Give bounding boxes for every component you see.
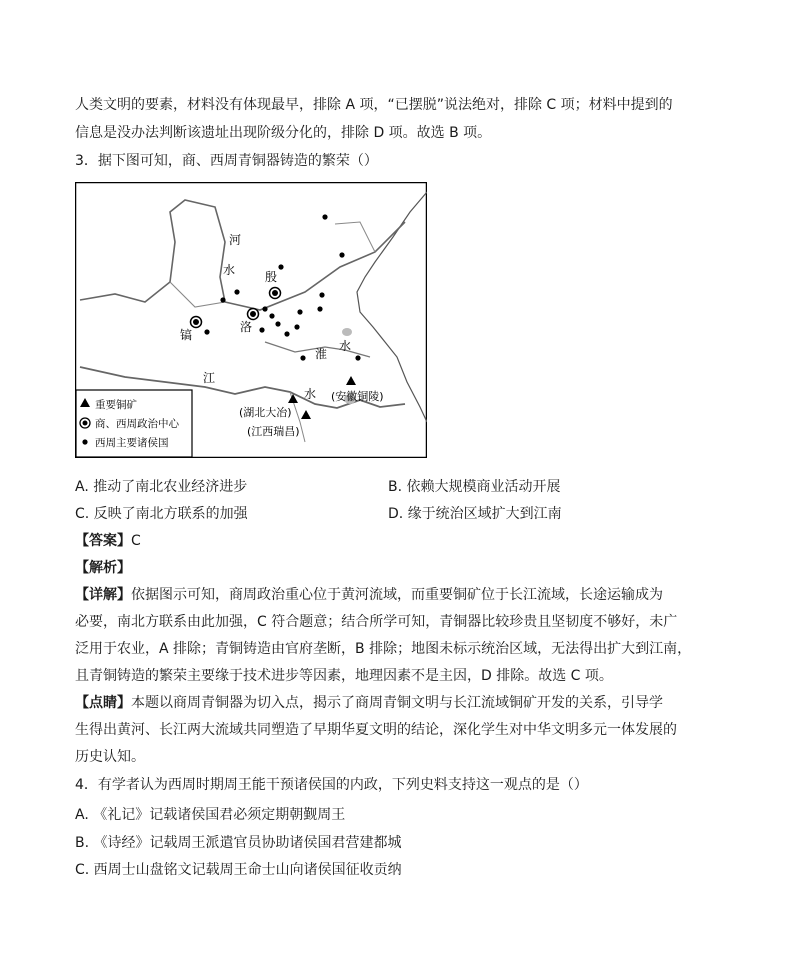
state-dot — [319, 292, 324, 297]
bronze-map — [75, 182, 427, 458]
paragraph-line-2: 信息是没办法判断该遗址出现阶级分化的，排除 D 项。故选 B 项。 — [75, 125, 492, 141]
answer-line — [75, 532, 141, 550]
state-dot — [204, 329, 209, 334]
detail-line-1 — [75, 586, 663, 604]
state-dot — [339, 252, 344, 257]
mine-label-hubei: (湖北大冶) — [239, 406, 292, 419]
state-dot — [269, 313, 274, 318]
option-3b[interactable]: B. 依赖大规模商业活动开展 — [388, 479, 561, 495]
state-dot — [355, 355, 360, 360]
analysis-label: 【解析】 — [75, 560, 131, 576]
mine-label-jiangxi: (江西瑞昌) — [247, 425, 300, 438]
center-luo-dot — [250, 311, 256, 317]
city-label-yin: 殷 — [265, 270, 278, 284]
option-3d[interactable]: D. 缘于统治区域扩大到江南 — [388, 506, 562, 522]
comment-line-1 — [75, 694, 663, 712]
lake-1 — [342, 328, 352, 336]
legend-state-label: 西周主要诸侯国 — [95, 437, 169, 449]
legend-center-label: 商、西周政治中心 — [95, 418, 179, 430]
city-label-hao: 镐 — [180, 328, 193, 342]
detail-label: 【详解】 — [75, 587, 131, 603]
detail-line-2: 必要，南北方联系由此加强，C 符合题意；结合所学可知，青铜器比较珍贵且坚韧度不够好，未广 — [75, 614, 678, 630]
answer-label: 【答案】 — [75, 533, 131, 549]
state-dot — [262, 306, 267, 311]
legend-state-icon — [82, 439, 87, 444]
comment-line-2: 生得出黄河、长江两大流域共同塑造了早期华夏文明的结论，深化学生对中华文明多元一体发展的 — [75, 722, 677, 738]
question-4-stem: 4．有学者认为西周时期周王能干预诸侯国的内政，下列史料支持这一观点的是（） — [75, 777, 588, 793]
legend-center-dot — [83, 421, 88, 426]
state-dot — [300, 355, 305, 360]
paragraph-line-1: 人类文明的要素，材料没有体现最早，排除 A 项，“已摆脱”说法绝对，排除 C 项；材料中提到的 — [75, 97, 673, 113]
river-label-shui-3: 水 — [304, 387, 317, 401]
comment-line-3: 历史认知。 — [75, 749, 145, 765]
river-label-jiang: 江 — [203, 371, 216, 385]
state-dot — [297, 309, 302, 314]
center-hao-dot — [193, 319, 199, 325]
state-dot — [284, 331, 289, 336]
river-label-shui-1: 水 — [223, 263, 236, 277]
legend-mine-label: 重要铜矿 — [95, 399, 137, 411]
mine-label-anhui: (安徽铜陵) — [331, 390, 384, 403]
state-dot — [220, 297, 225, 302]
state-dot — [322, 214, 327, 219]
state-dot — [317, 306, 322, 311]
state-dot — [234, 289, 239, 294]
center-yin-dot — [272, 290, 278, 296]
question-3-stem: 3．据下图可知，商、西周青铜器铸造的繁荣（） — [75, 153, 378, 169]
option-3a[interactable]: A. 推动了南北农业经济进步 — [75, 479, 248, 495]
detail-text-1: 依据图示可知，商周政治重心位于黄河流域，而重要铜矿位于长江流域，长途运输成为 — [131, 587, 663, 603]
state-dot — [259, 327, 264, 332]
answer-value: C — [131, 533, 141, 549]
comment-text-1: 本题以商周青铜器为切入点，揭示了商周青铜文明与长江流域铜矿开发的关系，引导学 — [131, 695, 663, 711]
comment-label: 【点睛】 — [75, 695, 131, 711]
river-label-shui-2: 水 — [339, 339, 352, 353]
river-label-he: 河 — [229, 233, 242, 247]
state-dot — [275, 321, 280, 326]
river-label-huai: 淮 — [315, 347, 328, 361]
city-label-luo: 洛 — [240, 320, 253, 334]
state-dot — [278, 264, 283, 269]
option-4a[interactable]: A. 《礼记》记载诸侯国君必须定期朝觐周王 — [75, 807, 346, 823]
detail-line-3: 泛用于农业，A 排除；青铜铸造由官府垄断，B 排除；地图未标示统治区域，无法得出扩大到江南， — [75, 641, 692, 657]
option-4b[interactable]: B. 《诗经》记载周王派遣官员协助诸侯国君营建都城 — [75, 835, 402, 851]
option-3c[interactable]: C. 反映了南北方联系的加强 — [75, 506, 248, 522]
detail-line-4: 且青铜铸造的繁荣主要缘于技术进步等因素，地理因素不是主因，D 排除。故选 C 项。 — [75, 668, 613, 684]
state-dot — [294, 324, 299, 329]
option-4c[interactable]: C. 西周士山盘铭文记载周王命士山向诸侯国征收贡纳 — [75, 862, 402, 878]
